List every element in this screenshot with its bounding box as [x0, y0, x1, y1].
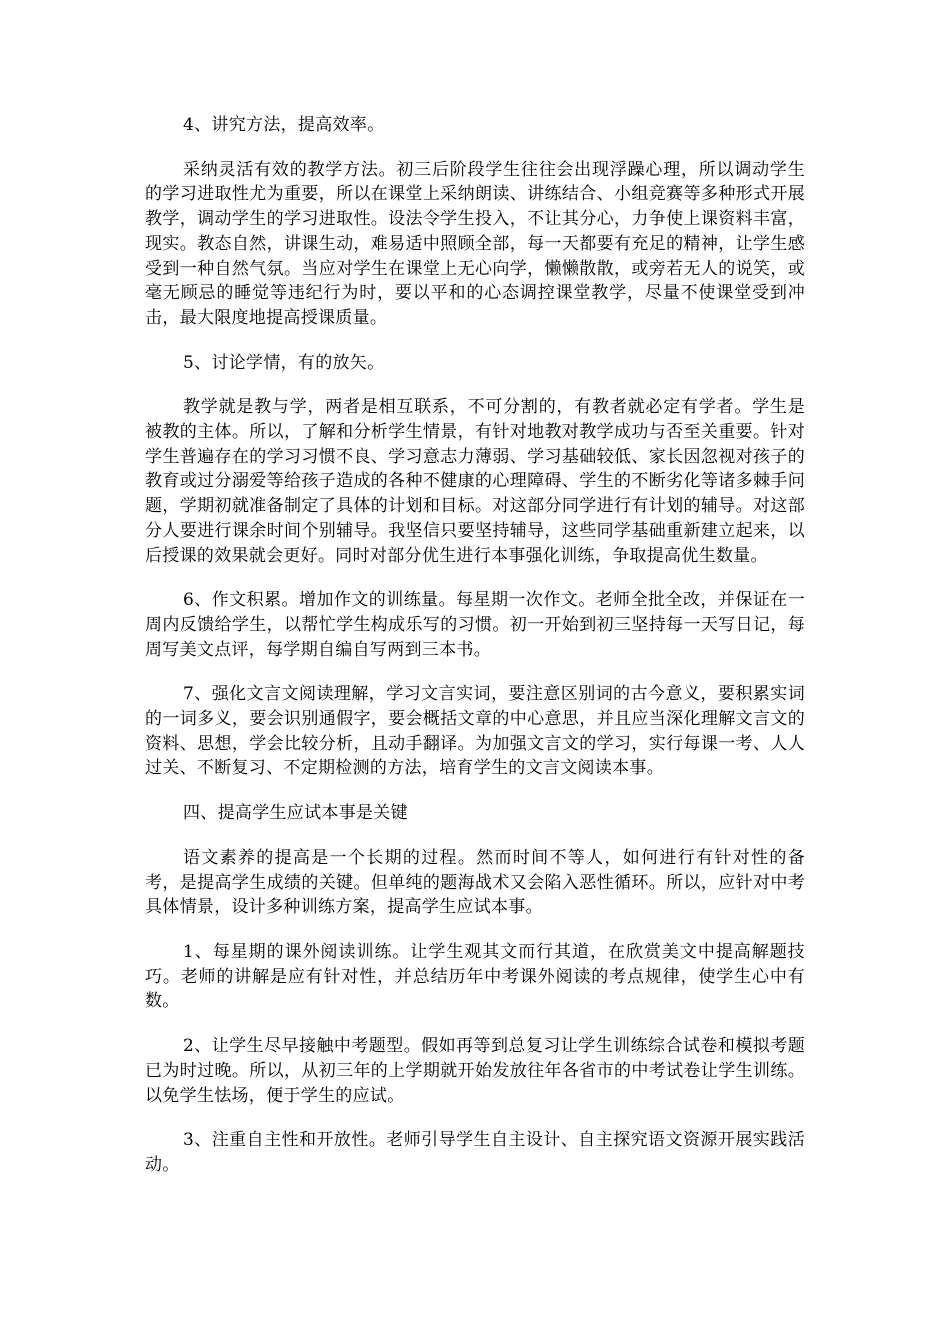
paragraph-exam-intro: 语文素养的提高是一个长期的过程。然而时间不等人，如何进行有针对性的备考，是提高学生成绩的关键。但单纯的题海战术又会陷入恶性循环。所以，应针对中考具体情景，设计多种训练方案，提高学生应试本事。	[145, 847, 805, 918]
paragraph-reading-training: 1、每星期的课外阅读训练。让学生观其文而行其道，在欣赏美文中提高解题技巧。老师的讲解是应有针对性，并总结历年中考课外阅读的考点规律，使学生心中有数。	[145, 941, 805, 1012]
paragraph-exam-types: 2、让学生尽早接触中考题型。假如再等到总复习让学生训练综合试卷和模拟考题已为时过晚。所以，从初三年的上学期就开始发放往年各省市的中考试卷让学生训练。以免学生怯场，便于学生的应试。	[145, 1036, 805, 1106]
paragraph-teaching-method: 采纳灵活有效的教学方法。初三后阶段学生往往会出现浮躁心理，所以调动学生的学习进取性尤为重要，所以在课堂上采纳朗读、讲练结合、小组竞赛等多种形式开展教学，调动学生的学习进取性。设法令学生投入，不让其分心，力争使上课资料丰富，现实。教态自然，讲课生动，难易适中照顾全部，每一天都要有充足的精神，让学生感受到一种自然气氛。当应对学生在课堂上无心向学，懒懒散散，或旁若无人的说笑，或毫无顾忌的睡觉等违纪行为时，要以平和的心态调控课堂教学，尽量不使课堂受到冲击，最大限度地提高授课质量。	[145, 159, 805, 328]
section-heading-exam-ability: 四、提高学生应试本事是关键	[183, 803, 408, 824]
paragraph-composition: 6、作文积累。增加作文的训练量。每星期一次作文。老师全批全改，并保证在一周内反馈给学生，以帮忙学生构成乐写的习惯。初一开始到初三坚持每一天写日记，每周写美文点评，每学期自编自写两到三本书。	[145, 590, 805, 660]
paragraph-classical-chinese: 7、强化文言文阅读理解，学习文言实词，要注意区别词的古今意义，要积累实词的一词多义，要会识别通假字，要会概括文章的中心意思，并且应当深化理解文言文的资料、思想，学会比较分析，且动手翻译。为加强文言文的学习，实行每课一考、人人过关、不断复习、不定期检测的方法，培育学生的文言文阅读本事。	[145, 684, 805, 779]
section-heading-study-situation: 5、讨论学情，有的放矢。	[183, 352, 385, 373]
document-page	[145, 113, 805, 1198]
section-heading-method: 4、讲究方法，提高效率。	[183, 115, 385, 135]
paragraph-study-situation: 教学就是教与学，两者是相互联系，不可分割的，有教者就必定有学者。学生是被教的主体。所以，了解和分析学生情景，有针对地教对教学成功与否至关重要。针对学生普遍存在的学习习惯不良、学习意志力薄弱、学习基础较低、家长因忽视对孩子的教育或过分溺爱等给孩子造成的各种不健康的心理障碍、学生的不断劣化等诸多棘手问题，学期初就准备制定了具体的计划和目标。对这部分同学进行有计划的辅导。对这部分人要进行课余时间个别辅导。我坚信只要坚持辅导，这些同学基础重新建立起来，以后授课的效果就会更好。同时对部分优生进行本事强化训练，争取提高优生数量。	[145, 397, 805, 566]
paragraph-autonomy: 3、注重自主性和开放性。老师引导学生自主设计、自主探究语文资源开展实践活动。	[145, 1130, 805, 1175]
